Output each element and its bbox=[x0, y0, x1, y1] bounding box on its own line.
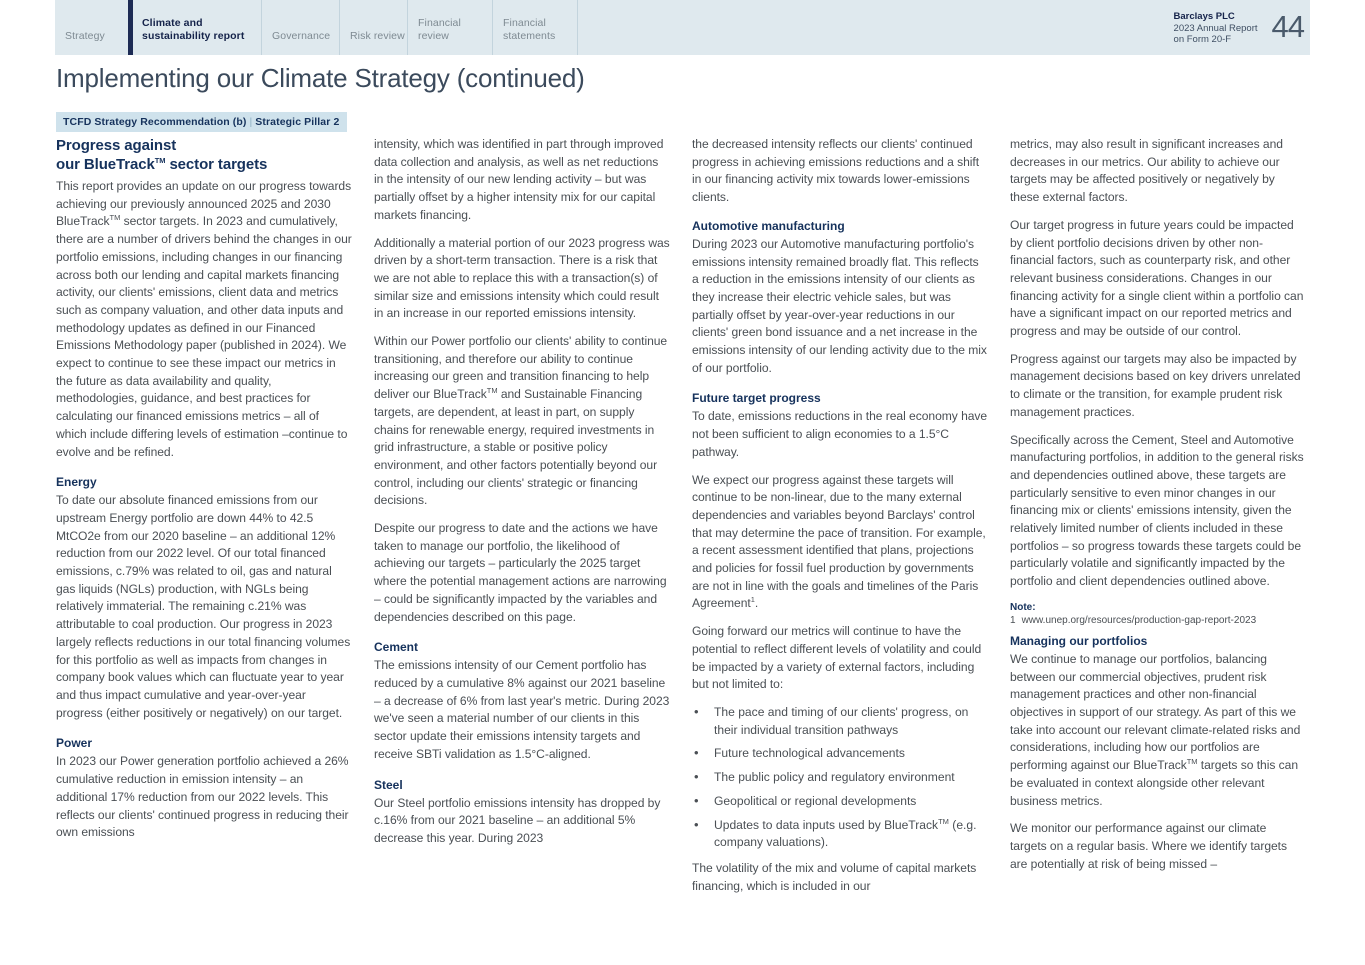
document-nav-bar bbox=[55, 0, 1310, 55]
subsection-energy-paragraph: To date our absolute financed emissions from our upstream Energy portfolio are down 44% to 42.5 MtCO2e from our 2020 baseline – an additional 12% reduction from our 2022 level. Of our total financed emissions, c.79% was related to oil, gas and natural gas liquids (NGLs) production, with NGLs being relatively immaterial. The remaining c.21% was attributable to coal production. Our progress in 2023 largely reflects reductions in our total financing volumes for this portfolio as well as impacts from changes in company book values which can fluctuate year to year and thus impact cumulative and year-over-year progress (either positively or negatively) on our target. bbox=[56, 493, 351, 720]
nav-tab-label: Financial statements bbox=[503, 17, 556, 42]
nav-tab-strategy[interactable] bbox=[55, 0, 128, 55]
future-target-paragraph-1: To date, emissions reductions in the real economy have not been sufficient to align economies to a 1.5°C pathway. bbox=[692, 409, 988, 459]
article-columns bbox=[56, 136, 1311, 895]
column2-paragraph-4: Despite our progress to date and the actions we have taken to manage our portfolio, the likelihood of achieving our targets – particularly the 2025 target where the potential management actions are narrowing – could be significantly impacted by the variables and dependencies described on this page. bbox=[374, 521, 667, 624]
report-name: 2023 Annual Report bbox=[1173, 22, 1258, 34]
nav-tab-financial-review[interactable] bbox=[407, 0, 492, 55]
subsection-automotive-title: Automotive manufacturing bbox=[692, 218, 845, 233]
future-target-paragraph-2 bbox=[692, 472, 988, 614]
report-form: on Form 20-F bbox=[1173, 34, 1232, 45]
future-p2-part-b: . bbox=[754, 596, 759, 611]
subsection-cement-paragraph: The emissions intensity of our Cement portfolio has reduced by a cumulative 8% against our 2021 baseline – a decrease of 6% from last year's metric. During 2023 we've seen a material number of our clients in this sector update their emissions intensity targets and receive SBTi validation as 1.5°C-aligned. bbox=[374, 658, 670, 761]
tcfd-strategy-tag bbox=[56, 112, 347, 132]
list-item-text-after: (e.g. company valuations). bbox=[714, 817, 977, 850]
nav-tab-label: Financial review bbox=[418, 17, 461, 42]
column1-heading bbox=[56, 136, 352, 174]
footnote-1 bbox=[1010, 614, 1306, 627]
column2-paragraph-1: intensity, which was identified in part through improved data collection and analysis, as well as net reductions in the intensity of our new lending activity – but was partially offset by a higher intensity mix for our capital markets financing. bbox=[374, 137, 664, 222]
subsection-energy-title: Energy bbox=[56, 475, 97, 490]
column1-heading-line1: Progress against bbox=[56, 137, 177, 154]
future-p2-part-a: We expect our progress against these targets will continue to be non-linear, due to the many external dependencies and variables beyond Barclays' control that may determine the pace of transition. For example, a recent assessment identified that plans, projections and policies for fossil fuel production by governments are not in line with the goals and timelines of the Paris Agreement bbox=[692, 472, 986, 611]
list-item-text: The pace and timing of our clients' progress, on their individual transition pathways bbox=[714, 704, 969, 737]
report-meta bbox=[1174, 0, 1310, 55]
managing-part-a: We continue to manage our portfolios, balancing between our commercial objectives, prudent risk management practices and other non-financial objectives in support of our strategy. As part of this we take into account our relevant climate-related risks and considerations, including how our portfolios are performing against our BlueTrack bbox=[1010, 651, 1301, 773]
column1-intro-paragraph bbox=[56, 178, 352, 461]
nav-tab-governance[interactable] bbox=[261, 0, 339, 55]
list-item bbox=[692, 817, 988, 852]
tcfd-tag-separator: | bbox=[249, 116, 253, 128]
tcfd-tag-right: Strategic Pillar 2 bbox=[255, 116, 340, 128]
nav-spacer bbox=[577, 0, 1174, 55]
column1-heading-line2-post: sector targets bbox=[165, 156, 268, 173]
column2-paragraph-2: Additionally a material portion of our 2023 progress was driven by a short-term transaction. There is a risk that we are not able to replace this with a transaction(s) of similar size and emissions intensity which could result in an increase in our reported emissions intensity. bbox=[374, 235, 670, 321]
footnote-url[interactable]: www.unep.org/resources/production-gap-report-2023 bbox=[1021, 614, 1257, 626]
subsection-steel-title: Steel bbox=[374, 777, 403, 792]
footnote-ref-1[interactable]: 1 bbox=[750, 595, 755, 605]
managing-portfolios-paragraph-1 bbox=[1010, 651, 1306, 810]
note-label: Note: bbox=[1010, 601, 1036, 613]
column4-paragraph-1: metrics, may also result in significant increases and decreases in our metrics. Our ability to achieve our targets may be affected positively or negatively by these external factors. bbox=[1010, 137, 1283, 205]
list-item bbox=[692, 793, 988, 811]
list-item-text: Updates to data inputs used by BlueTrack bbox=[714, 817, 939, 832]
nav-tab-label: Governance bbox=[272, 29, 331, 42]
future-target-paragraph-3: Going forward our metrics will continue to have the potential to reflect different levels of volatility and could be impacted by a variety of external factors, including but not limited to: bbox=[692, 624, 982, 692]
trademark-sup: TM bbox=[486, 386, 498, 396]
subsection-automotive-paragraph: During 2023 our Automotive manufacturing portfolio's emissions intensity remained broadly flat. This reflects a reduction in the emissions intensity of our clients as they increase their electric vehicle sales, but was partially offset by year-over-year reductions in our clients' green bond issuance and a net increase in the emissions intensity of our lending activity due to the mix of our portfolio. bbox=[692, 236, 987, 375]
column1-heading-line2: our BlueTrack bbox=[56, 156, 155, 173]
trademark-sup: TM bbox=[938, 816, 949, 826]
nav-tab-label: Strategy bbox=[65, 29, 105, 42]
subsection-cement-title: Cement bbox=[374, 640, 419, 655]
column4-paragraph-2: Our target progress in future years could be impacted by client portfolio decisions driven by other non-financial factors, such as counterparty risk, and other relevant business considerations. Changes in our financing activity for a single client within a portfolio can have a significant impact on our reported metrics and progress and may be outside of our control. bbox=[1010, 217, 1304, 339]
footnote-number: 1 bbox=[1010, 614, 1016, 626]
subsection-power-title: Power bbox=[56, 736, 93, 751]
p3-part-b: and Sustainable Financing targets, are dependent, at least in part, on supply chains for renewable energy, required investments in grid infrastructure, a stable or positive policy environment, and other factors potentially beyond our control, including our clients' strategic or financing decisions. bbox=[374, 387, 658, 508]
column-3 bbox=[692, 136, 988, 895]
subsection-power-paragraph: In 2023 our Power generation portfolio achieved a 26% cumulative reduction in emission intensity – an additional 17% reduction from our 2022 levels. This reflects our clients' continued progress in reducing their own emissions bbox=[56, 754, 349, 840]
list-item bbox=[692, 745, 988, 763]
column3-closing-paragraph: The volatility of the mix and volume of capital markets financing, which is included in our bbox=[692, 860, 977, 893]
column4-paragraph-3: Progress against our targets may also be impacted by management decisions based on key drivers unrelated to climate or the transition, for example prudent risk management practices. bbox=[1010, 351, 1301, 419]
tcfd-tag-left: TCFD Strategy Recommendation (b) bbox=[63, 116, 247, 128]
list-item-text: Future technological advancements bbox=[714, 746, 905, 761]
column-1 bbox=[56, 136, 352, 895]
page-title: Implementing our Climate Strategy (continued) bbox=[56, 63, 585, 93]
managing-portfolios-paragraph-2: We monitor our performance against our climate targets on a regular basis. Where we identify targets are potentially at risk of being missed – bbox=[1010, 821, 1287, 871]
list-item bbox=[692, 704, 988, 739]
nav-tab-label: Climate and sustainability report bbox=[142, 17, 245, 42]
column3-paragraph-1: the decreased intensity reflects our clients' continued progress in achieving emissions reductions and a shift in our financing activity mix towards lower-emissions clients. bbox=[692, 137, 980, 205]
subsection-future-target-title: Future target progress bbox=[692, 391, 821, 406]
managing-part-b: targets so this can be evaluated in context alongside other relevant business metrics. bbox=[1010, 758, 1299, 808]
external-factors-list bbox=[692, 704, 988, 852]
subsection-steel-paragraph: Our Steel portfolio emissions intensity has dropped by c.16% from our 2021 baseline – an additional 5% decrease this year. During 2023 bbox=[374, 795, 661, 845]
nav-tab-risk-review[interactable] bbox=[339, 0, 407, 55]
subsection-managing-portfolios-title: Managing our portfolios bbox=[1010, 633, 1148, 648]
nav-tab-climate-and-sustainability-report[interactable] bbox=[128, 0, 261, 55]
p3-part-a: Within our Power portfolio our clients' ability to continue transitioning, and therefore our ability to continue increasing our green and transition financing to help deliver our BlueTrack bbox=[374, 334, 668, 402]
report-meta-text bbox=[1174, 11, 1272, 46]
list-item bbox=[692, 769, 988, 787]
nav-tab-financial-statements[interactable] bbox=[492, 0, 577, 55]
column-4 bbox=[1010, 136, 1306, 895]
trademark-sup: TM bbox=[154, 156, 166, 165]
company-name: Barclays PLC bbox=[1173, 11, 1235, 22]
page-number: 44 bbox=[1271, 9, 1304, 44]
list-item-text: The public policy and regulatory environment bbox=[714, 770, 955, 785]
nav-tab-label: Risk review bbox=[350, 29, 405, 42]
trademark-sup: TM bbox=[1186, 757, 1198, 767]
column2-paragraph-3 bbox=[374, 333, 670, 510]
intro-part-b: sector targets. In 2023 and cumulatively, there are a number of drivers behind the changes in our portfolio emissions, including changes in our financing across both our lending and capital markets financing activity, our clients' emissions, client data and metrics such as company valuation, and other data inputs and methodology updates as defined in our Financed Emissions Methodology paper (published in 2024). We expect to continue to see these impact our metrics in the future as data availability and quality, methodologies, guidance, and best practices for calculating our financed emissions metrics – all of which include differing levels of estimation –continue to evolve and be refined. bbox=[56, 214, 352, 459]
trademark-sup: TM bbox=[109, 213, 121, 223]
list-item-text: Geopolitical or regional developments bbox=[714, 793, 917, 808]
intro-part-a: This report provides an update on our progress towards achieving our previously announced 2025 and 2030 BlueTrack bbox=[56, 179, 352, 229]
column4-paragraph-4: Specifically across the Cement, Steel and Automotive manufacturing portfolios, in addition to the general risks and dependencies outlined above, these targets are particularly sensitive to even minor changes in our financing mix or clients' emissions intensity, given the relatively limited number of clients included in these portfolios – so progress towards these targets could be particularly volatile and significantly impacted by the portfolio and client dependencies outlined above. bbox=[1010, 432, 1304, 589]
column-2 bbox=[374, 136, 670, 895]
